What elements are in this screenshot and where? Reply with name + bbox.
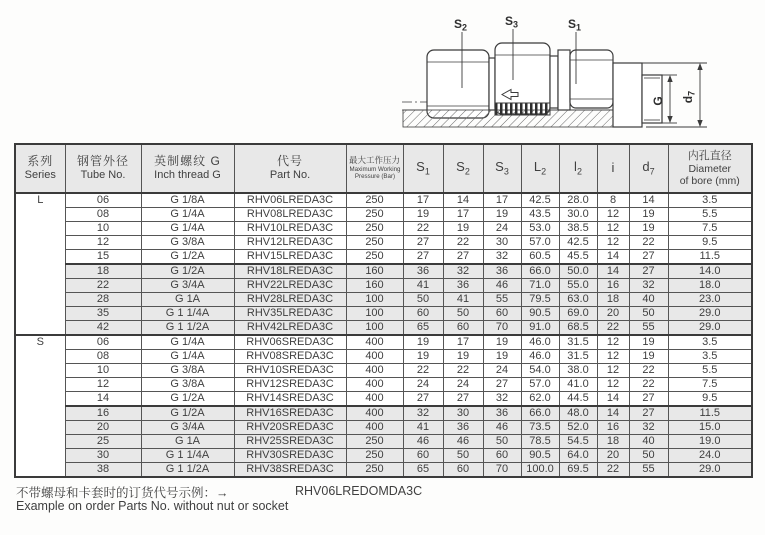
order-example-note-zh: 不带螺母和卡套时的订货代号示例：→: [16, 486, 229, 500]
cell-bore: 15.0: [668, 421, 752, 435]
cell-s2: 17: [443, 335, 483, 350]
cell-thread: G 3/8A: [141, 378, 234, 392]
cell-s1: 17: [403, 193, 443, 208]
cell-d7: 27: [629, 250, 668, 265]
cell-thread: G 3/4A: [141, 279, 234, 293]
cell-s3: 24: [483, 364, 521, 378]
cell-d7: 22: [629, 378, 668, 392]
table-row: [15, 463, 752, 478]
cell-part: RHV35LREDA3C: [234, 307, 346, 321]
cell-s2: 50: [443, 449, 483, 463]
cell-pressure: 400: [346, 350, 403, 364]
cell-s2: 19: [443, 350, 483, 364]
cell-s1: 46: [403, 435, 443, 449]
cell-s2: 60: [443, 321, 483, 336]
cell-tube: 08: [65, 350, 141, 364]
cell-L2: 60.5: [521, 250, 559, 265]
cell-part: RHV12LREDA3C: [234, 236, 346, 250]
cell-i: 14: [597, 406, 629, 421]
cell-bore: 29.0: [668, 307, 752, 321]
cell-part: RHV06SREDA3C: [234, 335, 346, 350]
cell-bore: 19.0: [668, 435, 752, 449]
cell-pressure: 100: [346, 293, 403, 307]
table-row: [15, 449, 752, 463]
cell-bore: 5.5: [668, 208, 752, 222]
cell-L2: 100.0: [521, 463, 559, 478]
cell-l2: 31.5: [559, 335, 597, 350]
header-row: [15, 144, 752, 193]
cell-d7: 55: [629, 463, 668, 478]
cell-s2: 14: [443, 193, 483, 208]
cell-part: RHV42LREDA3C: [234, 321, 346, 336]
label-s3: $S_3$: [505, 14, 519, 30]
cell-l2: 41.0: [559, 378, 597, 392]
cell-thread: G 1/4A: [141, 350, 234, 364]
cell-s2: 50: [443, 307, 483, 321]
cell-i: 12: [597, 378, 629, 392]
cell-pressure: 250: [346, 435, 403, 449]
cutting-ring-thread: [495, 103, 550, 115]
cell-i: 22: [597, 463, 629, 478]
table-row: [15, 350, 752, 364]
cell-d7: 50: [629, 307, 668, 321]
cell-s3: 19: [483, 208, 521, 222]
label-s1: $S_1$: [568, 17, 582, 33]
cell-tube: 16: [65, 406, 141, 421]
cell-part: RHV25SREDA3C: [234, 435, 346, 449]
cell-L2: 73.5: [521, 421, 559, 435]
cell-L2: 90.5: [521, 307, 559, 321]
cell-l2: 50.0: [559, 264, 597, 279]
table-row: [15, 321, 752, 336]
cell-thread: G 1/2A: [141, 264, 234, 279]
cell-part: RHV15LREDA3C: [234, 250, 346, 265]
cell-s3: 36: [483, 406, 521, 421]
cell-pressure: 250: [346, 236, 403, 250]
cell-bore: 9.5: [668, 236, 752, 250]
cell-thread: G 3/8A: [141, 236, 234, 250]
table-row: [15, 293, 752, 307]
cell-s1: 27: [403, 392, 443, 407]
cell-tube: 42: [65, 321, 141, 336]
cell-s1: 27: [403, 250, 443, 265]
cell-l2: 45.5: [559, 250, 597, 265]
table-row: [15, 236, 752, 250]
col-header-i: i: [597, 144, 629, 193]
cell-tube: 30: [65, 449, 141, 463]
cell-part: RHV30SREDA3C: [234, 449, 346, 463]
table-row: [15, 406, 752, 421]
cell-l2: 69.5: [559, 463, 597, 478]
cell-thread: G 1/2A: [141, 406, 234, 421]
cell-s2: 19: [443, 222, 483, 236]
cell-bore: 11.5: [668, 406, 752, 421]
cell-part: RHV28LREDA3C: [234, 293, 346, 307]
cell-part: RHV08SREDA3C: [234, 350, 346, 364]
cell-tube: 20: [65, 421, 141, 435]
cell-l2: 48.0: [559, 406, 597, 421]
cell-l2: 31.5: [559, 350, 597, 364]
cell-d7: 19: [629, 335, 668, 350]
cell-L2: 71.0: [521, 279, 559, 293]
cell-L2: 62.0: [521, 392, 559, 407]
table-row: [15, 392, 752, 407]
cell-bore: 24.0: [668, 449, 752, 463]
cell-i: 20: [597, 307, 629, 321]
cell-s1: 19: [403, 208, 443, 222]
cell-d7: 32: [629, 279, 668, 293]
cell-thread: G 1 1/2A: [141, 463, 234, 478]
cell-part: RHV08LREDA3C: [234, 208, 346, 222]
cell-thread: G 1/4A: [141, 208, 234, 222]
cell-bore: 7.5: [668, 378, 752, 392]
table-row: [15, 435, 752, 449]
cell-s3: 50: [483, 435, 521, 449]
cell-s2: 60: [443, 463, 483, 478]
fitting-drawing-svg: [400, 6, 765, 142]
cell-pressure: 400: [346, 378, 403, 392]
cell-thread: G 1A: [141, 435, 234, 449]
cell-i: 20: [597, 449, 629, 463]
col-header-thread: 英制螺纹 G Inch thread G: [141, 144, 234, 193]
cell-d7: 40: [629, 435, 668, 449]
col-header-tube: 钢管外径 Tube No.: [65, 144, 141, 193]
table-row: [15, 364, 752, 378]
cell-pressure: 100: [346, 307, 403, 321]
col-header-s1: $S_1$: [403, 144, 443, 193]
table-row: [15, 279, 752, 293]
cell-l2: 55.0: [559, 279, 597, 293]
cell-pressure: 400: [346, 406, 403, 421]
cell-s3: 27: [483, 378, 521, 392]
cell-L2: 78.5: [521, 435, 559, 449]
cell-l2: 38.5: [559, 222, 597, 236]
cell-L2: 54.0: [521, 364, 559, 378]
cell-L2: 90.5: [521, 449, 559, 463]
cell-s3: 19: [483, 350, 521, 364]
cell-tube: 12: [65, 236, 141, 250]
cell-part: RHV16SREDA3C: [234, 406, 346, 421]
cell-pressure: 100: [346, 321, 403, 336]
cell-tube: 14: [65, 392, 141, 407]
cell-d7: 19: [629, 350, 668, 364]
cell-pressure: 400: [346, 364, 403, 378]
cell-s2: 22: [443, 236, 483, 250]
cell-thread: G 3/4A: [141, 421, 234, 435]
spec-table: [14, 143, 753, 478]
cell-s3: 19: [483, 335, 521, 350]
cell-i: 14: [597, 392, 629, 407]
order-example-note-en: Example on order Parts No. without nut or socket: [16, 499, 289, 513]
cell-s2: 41: [443, 293, 483, 307]
cell-s2: 22: [443, 364, 483, 378]
cell-thread: G 1/2A: [141, 250, 234, 265]
cell-pressure: 400: [346, 392, 403, 407]
series-cell: L: [15, 193, 65, 335]
table-row: [15, 264, 752, 279]
col-header-d7: $d_7$: [629, 144, 668, 193]
cell-s3: 24: [483, 222, 521, 236]
label-g: G: [651, 96, 665, 106]
cell-l2: 28.0: [559, 193, 597, 208]
cell-bore: 18.0: [668, 279, 752, 293]
cell-tube: 06: [65, 193, 141, 208]
cell-i: 18: [597, 293, 629, 307]
cell-pressure: 250: [346, 250, 403, 265]
cell-d7: 19: [629, 208, 668, 222]
cell-bore: 9.5: [668, 392, 752, 407]
cell-tube: 08: [65, 208, 141, 222]
cell-d7: 55: [629, 321, 668, 336]
cell-part: RHV22LREDA3C: [234, 279, 346, 293]
table-section-S: [15, 335, 752, 477]
col-header-bore: 内孔直径 Diameter of bore (mm): [668, 144, 752, 193]
cell-L2: 91.0: [521, 321, 559, 336]
table-row: [15, 193, 752, 208]
fitting-section-diagram: [400, 6, 765, 142]
cell-bore: 11.5: [668, 250, 752, 265]
table-row: [15, 250, 752, 265]
cell-pressure: 250: [346, 193, 403, 208]
cell-d7: 14: [629, 193, 668, 208]
cell-l2: 38.0: [559, 364, 597, 378]
cell-L2: 57.0: [521, 378, 559, 392]
cell-d7: 27: [629, 392, 668, 407]
cell-i: 8: [597, 193, 629, 208]
cell-pressure: 250: [346, 463, 403, 478]
cell-bore: 14.0: [668, 264, 752, 279]
cell-s2: 36: [443, 421, 483, 435]
table-row: [15, 421, 752, 435]
series-cell: S: [15, 335, 65, 477]
cell-bore: 5.5: [668, 364, 752, 378]
col-header-L2: $L_2$: [521, 144, 559, 193]
cell-d7: 22: [629, 364, 668, 378]
cell-s3: 36: [483, 264, 521, 279]
cell-s3: 32: [483, 392, 521, 407]
cell-s1: 65: [403, 321, 443, 336]
nut-s2-shape: [427, 50, 489, 118]
cell-s2: 36: [443, 279, 483, 293]
col-header-s3: $S_3$: [483, 144, 521, 193]
cell-l2: 69.0: [559, 307, 597, 321]
cell-thread: G 1/8A: [141, 193, 234, 208]
cell-s3: 60: [483, 449, 521, 463]
cell-bore: 3.5: [668, 350, 752, 364]
cell-l2: 54.5: [559, 435, 597, 449]
cell-s1: 65: [403, 463, 443, 478]
cell-i: 12: [597, 364, 629, 378]
cell-s1: 32: [403, 406, 443, 421]
cell-s3: 46: [483, 421, 521, 435]
col-header-pressure: 最大工作压力 Maximum Working Pressure (Bar): [346, 144, 403, 193]
cell-thread: G 1/4A: [141, 335, 234, 350]
cell-L2: 66.0: [521, 406, 559, 421]
cell-tube: 15: [65, 250, 141, 265]
cell-pressure: 250: [346, 449, 403, 463]
cell-L2: 43.5: [521, 208, 559, 222]
order-example-code: RHV06LREDOMDA3C: [295, 484, 423, 498]
cell-s3: 46: [483, 279, 521, 293]
cell-L2: 42.5: [521, 193, 559, 208]
cell-pressure: 160: [346, 279, 403, 293]
cell-s2: 27: [443, 250, 483, 265]
cell-part: RHV10LREDA3C: [234, 222, 346, 236]
cell-i: 16: [597, 279, 629, 293]
col-header-part: 代号 Part No.: [234, 144, 346, 193]
cell-i: 18: [597, 435, 629, 449]
cell-part: RHV14SREDA3C: [234, 392, 346, 407]
cell-s1: 41: [403, 279, 443, 293]
cell-s3: 30: [483, 236, 521, 250]
cell-d7: 50: [629, 449, 668, 463]
cell-i: 22: [597, 321, 629, 336]
cell-s3: 55: [483, 293, 521, 307]
cell-s1: 19: [403, 335, 443, 350]
cell-bore: 23.0: [668, 293, 752, 307]
table-row: [15, 378, 752, 392]
cell-thread: G 1 1/4A: [141, 307, 234, 321]
cell-tube: 25: [65, 435, 141, 449]
cell-s2: 27: [443, 392, 483, 407]
cell-pressure: 400: [346, 335, 403, 350]
cell-l2: 68.5: [559, 321, 597, 336]
cell-bore: 29.0: [668, 463, 752, 478]
cell-tube: 06: [65, 335, 141, 350]
cell-s2: 46: [443, 435, 483, 449]
cell-thread: G 1/2A: [141, 392, 234, 407]
cell-s2: 24: [443, 378, 483, 392]
cell-bore: 3.5: [668, 335, 752, 350]
cell-part: RHV10SREDA3C: [234, 364, 346, 378]
cell-thread: G 3/8A: [141, 364, 234, 378]
cell-tube: 10: [65, 222, 141, 236]
cell-d7: 27: [629, 264, 668, 279]
cell-s1: 36: [403, 264, 443, 279]
cell-s3: 32: [483, 250, 521, 265]
cell-tube: 10: [65, 364, 141, 378]
cell-d7: 22: [629, 236, 668, 250]
cell-i: 16: [597, 421, 629, 435]
cell-tube: 35: [65, 307, 141, 321]
cell-d7: 19: [629, 222, 668, 236]
cell-d7: 27: [629, 406, 668, 421]
cell-tube: 38: [65, 463, 141, 478]
cell-s1: 50: [403, 293, 443, 307]
table-row: [15, 335, 752, 350]
cell-pressure: 250: [346, 222, 403, 236]
cell-bore: 7.5: [668, 222, 752, 236]
cell-i: 12: [597, 236, 629, 250]
cell-part: RHV18LREDA3C: [234, 264, 346, 279]
cell-part: RHV12SREDA3C: [234, 378, 346, 392]
cell-thread: G 1 1/2A: [141, 321, 234, 336]
cell-i: 12: [597, 335, 629, 350]
cell-s1: 22: [403, 364, 443, 378]
cell-l2: 64.0: [559, 449, 597, 463]
cell-s3: 17: [483, 193, 521, 208]
table-row: [15, 307, 752, 321]
cell-d7: 40: [629, 293, 668, 307]
col-header-l2: $l_2$: [559, 144, 597, 193]
cell-s1: 60: [403, 449, 443, 463]
cell-L2: 57.0: [521, 236, 559, 250]
cell-s1: 27: [403, 236, 443, 250]
cell-s1: 22: [403, 222, 443, 236]
cell-s2: 17: [443, 208, 483, 222]
cell-i: 12: [597, 222, 629, 236]
cell-tube: 28: [65, 293, 141, 307]
cell-l2: 52.0: [559, 421, 597, 435]
cell-d7: 32: [629, 421, 668, 435]
col-header-series: 系列 Series: [15, 144, 65, 193]
cell-i: 12: [597, 208, 629, 222]
cell-tube: 18: [65, 264, 141, 279]
cell-L2: 79.5: [521, 293, 559, 307]
body-hex-shape: [613, 63, 642, 127]
cell-l2: 63.0: [559, 293, 597, 307]
cell-l2: 42.5: [559, 236, 597, 250]
cell-s1: 19: [403, 350, 443, 364]
table-row: [15, 208, 752, 222]
cell-part: RHV06LREDA3C: [234, 193, 346, 208]
cell-l2: 30.0: [559, 208, 597, 222]
cell-s2: 30: [443, 406, 483, 421]
cell-l2: 44.5: [559, 392, 597, 407]
cell-bore: 29.0: [668, 321, 752, 336]
cell-thread: G 1/4A: [141, 222, 234, 236]
table-section-L: [15, 193, 752, 335]
cell-part: RHV38SREDA3C: [234, 463, 346, 478]
cell-tube: 22: [65, 279, 141, 293]
cell-i: 14: [597, 250, 629, 265]
cell-part: RHV20SREDA3C: [234, 421, 346, 435]
cell-L2: 46.0: [521, 335, 559, 350]
cell-pressure: 250: [346, 208, 403, 222]
cell-pressure: 160: [346, 264, 403, 279]
cell-i: 14: [597, 264, 629, 279]
cell-tube: 12: [65, 378, 141, 392]
cell-s1: 24: [403, 378, 443, 392]
cell-i: 12: [597, 350, 629, 364]
cell-s3: 70: [483, 321, 521, 336]
cell-s2: 32: [443, 264, 483, 279]
cell-thread: G 1 1/4A: [141, 449, 234, 463]
table-row: [15, 222, 752, 236]
col-header-s2: $S_2$: [443, 144, 483, 193]
cell-bore: 3.5: [668, 193, 752, 208]
cell-s1: 60: [403, 307, 443, 321]
cell-thread: G 1A: [141, 293, 234, 307]
cell-L2: 53.0: [521, 222, 559, 236]
label-s2: $S_2$: [454, 17, 468, 33]
cell-s1: 41: [403, 421, 443, 435]
cell-pressure: 400: [346, 421, 403, 435]
cell-L2: 46.0: [521, 350, 559, 364]
cell-s3: 70: [483, 463, 521, 478]
cell-s3: 60: [483, 307, 521, 321]
cell-L2: 66.0: [521, 264, 559, 279]
label-d7: $d_7$: [681, 90, 697, 104]
